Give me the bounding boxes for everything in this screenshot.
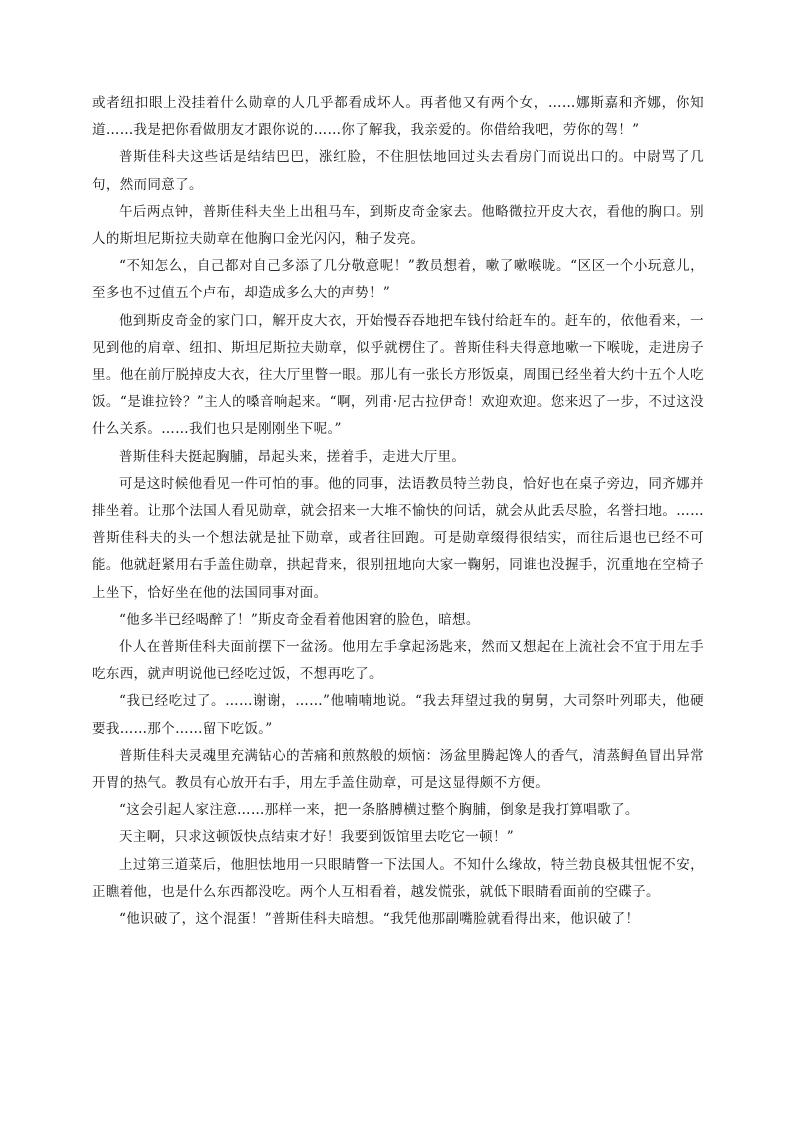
paragraph: 可是这时候他看见一件可怕的事。他的同事，法语教员特兰勃良，恰好也在桌子旁边，同齐娜并排坐着。让那个法国人看见勋章，就会招来一大堆不愉快的问话，就会从此丢尽脸，名誉扫地。……普斯佳科夫的头一个想法就是扯下勋章，或者往回跑。可是勋章缀得很结实，而往后退也已经不可能。他就赶紧用右手盖住勋章，拱起背来，很别扭地向大家一鞠躬，同谁也没握手，沉重地在空椅子上坐下，恰好坐在他的法国同事对面。: [92, 475, 704, 601]
paragraph: “他识破了，这个混蛋！”普斯佳科夫暗想。“我凭他那副嘴脸就看得出来，他识破了！: [119, 911, 640, 928]
paragraph: 或者纽扣眼上没挂着什么勋章的人几乎都看成坏人。再者他又有两个女，……娜斯嘉和齐娜，你知道……我是把你看做朋友才跟你说的……你了解我，我亲爱的。你借给我吧，劳你的驾！”: [92, 95, 704, 139]
paragraph: “我已经吃过了。……谢谢，……”他喃喃地说。“我去拜望过我的舅舅，大司祭叶列耶夫，他硬要我……那个……留下吃饭。”: [92, 693, 704, 737]
paragraph: “不知怎么，自己都对自己多添了几分敬意呢！”教员想着，嗽了嗽喉咙。“区区一个小玩意儿，至多也不过值五个卢布，却造成多么大的声势！”: [92, 258, 704, 302]
paragraph: 仆人在普斯佳科夫面前摆下一盆汤。他用左手拿起汤匙来，然而又想起在上流社会不宜于用左手吃东西，就声明说他已经吃过饭，不想再吃了。: [92, 639, 704, 683]
paragraph: 普斯佳科夫挺起胸脯，昂起头来，搓着手，走进大厅里。: [119, 448, 466, 465]
paragraph: 上过第三道菜后，他胆怯地用一只眼睛瞥一下法国人。不知什么缘故，特兰勃良极其忸怩不安，正瞧着他，也是什么东西都没吃。两个人互相看着，越发慌张，就低下眼睛看面前的空碟子。: [92, 856, 704, 900]
paragraph: “他多半已经喝醉了！”斯皮奇金看着他困窘的脸色，暗想。: [119, 611, 480, 628]
paragraph: “这会引起人家注意……那样一来，把一条胳膊横过整个胸脯，倒象是我打算唱歌了。: [119, 802, 639, 819]
paragraph: 普斯佳科夫这些话是结结巴巴，涨红脸，不住胆怯地回过头去看房门而说出口的。中尉骂了几句，然而同意了。: [92, 149, 704, 193]
paragraph: 他到斯皮奇金的家门口，解开皮大衣，开始慢吞吞地把车钱付给赶车的。赶车的，依他看来，一见到他的肩章、纽扣、斯坦尼斯拉夫勋章，似乎就楞住了。普斯佳科夫得意地嗽一下喉咙，走进房子里。他在前厅脱掉皮大衣，往大厅里瞥一眼。那儿有一张长方形饭桌，周围已经坐着大约十五个人吃饭。“是谁拉铃？”主人的嗓音响起来。“啊，列甫·尼古拉伊奇！欢迎欢迎。您来迟了一步，不过这没什么关系。……我们也只是刚刚坐下呢。”: [92, 312, 704, 438]
document-page: [92, 90, 704, 933]
paragraph: 普斯佳科夫灵魂里充满钻心的苦痛和煎熬般的烦恼：汤盆里腾起馋人的香气，清蒸鲟鱼冒出异常开胃的热气。教员有心放开右手，用左手盖住勋章，可是这显得颇不方便。: [92, 747, 704, 792]
paragraph: 天主啊，只求这顿饭快点结束才好！我要到饭馆里去吃它一顿！”: [119, 829, 515, 846]
paragraph: 午后两点钟，普斯佳科夫坐上出租马车，到斯皮奇金家去。他略微拉开皮大衣，看他的胸口。别人的斯坦尼斯拉夫勋章在他胸口金光闪闪，釉子发亮。: [92, 203, 704, 248]
